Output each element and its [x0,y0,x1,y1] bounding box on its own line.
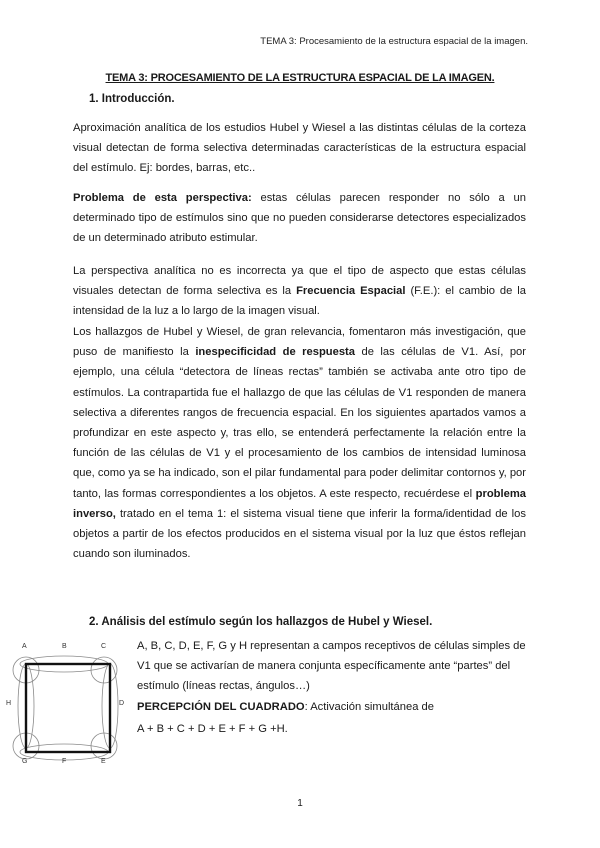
paragraph-4 [73,322,526,564]
square-perception-text [137,697,527,717]
square-diagram [6,640,130,768]
label-h: H [6,700,12,707]
page-number: 1 [297,798,303,809]
square-perception-bold: PERCEPCIÓN DEL CUADRADO [137,701,305,713]
label-f: F [62,758,67,765]
figure-description: A, B, C, D, E, F, G y H representan a campos receptivos de células simples de V1 que se activarían de manera conjunta específicamente ante “partes” del estímulo (líneas rectas, ángulos…) [137,640,526,693]
paragraph-4-text-e: tratado en el tema 1: el sistema visual tiene que inferir la forma/identidad de los objetos a partir de los efectos producidos en el sistema visual por la luz que éstos reflejan cuando son iluminados. [73,507,526,561]
paragraph-1: Aproximación analítica de los estudios Hubel y Wiesel a las distintas células de la corteza visual detectan de forma selectiva determinadas características de la estructura espacial del estímulo. Ej: bordes, barras, etc.. [73,122,526,175]
paragraph-2-bold: Problema de esta perspectiva: [73,192,252,204]
label-c: C [101,643,107,650]
paragraph-2-text: estas células parecen responder no sólo a un determinado tipo de estímulos sino que no pueden considerarse detectores especializados de un determinado atributo estimular. [73,192,526,245]
paragraph-2 [73,188,526,249]
paragraph-3-text-c: (F.E.): el cambio de la intensidad de la luz a lo largo de la imagen visual. [73,285,526,318]
label-b: B [62,643,67,650]
activation-formula: A + B + C + D + E + F + G +H. [137,723,288,735]
paragraph-3 [73,261,526,322]
square-perception-rest: : Activación simultánea de [304,701,434,713]
receptive-fields-figure [6,640,130,768]
paragraph-4-bold-b: inespecificidad de respuesta [195,346,356,359]
label-g: G [22,758,28,765]
paragraph-4-text-c: de las células de V1. Así, por ejemplo, una célula “detectora de líneas rectas” también se activaba ante otro tipo de estímulos. La contrapartida fue el hallazgo de que las células de V1 responden de manera selectiva a diferentes rangos de frecuencia espacial. En los siguientes apartados vamos a profundizar en este aspecto y, tras ello, se entenderá perfectamente la relación entre la función de las células de V1 y el procesamiento de los cambios de intensidad luminosa que, como ya se ha indicado, son el pilar fundamental para poder delimitar contornos y, por tanto, las formas correspondientes a los objetos. A este respecto, recuérdese el [73,346,526,500]
label-e: E [101,758,106,765]
stimulus-square [26,664,110,752]
paragraph-4-bold-d: problema inverso, [73,487,526,520]
label-a: A [22,643,27,650]
paragraph-3-bold: Frecuencia Espacial [296,285,406,298]
label-d: D [119,700,125,707]
running-header: TEMA 3: Procesamiento de la estructura espacial de la imagen. [260,36,528,47]
section-heading-1: 1. Introducción. [89,93,175,105]
paragraph-4-text-a: Los hallazgos de Hubel y Wiesel, de gran relevancia, fomentaron más investigación, que puso de manifiesto la [73,326,526,359]
document-title: TEMA 3: PROCESAMIENTO DE LA ESTRUCTURA ESPACIAL DE LA IMAGEN. [105,72,495,84]
section-heading-2: 2. Análisis del estímulo según los hallazgos de Hubel y Wiesel. [89,616,433,628]
paragraph-3-text-a: La perspectiva analítica no es incorrecta ya que el tipo de aspecto que estas células visuales detectan de forma selectiva es la [73,265,526,298]
